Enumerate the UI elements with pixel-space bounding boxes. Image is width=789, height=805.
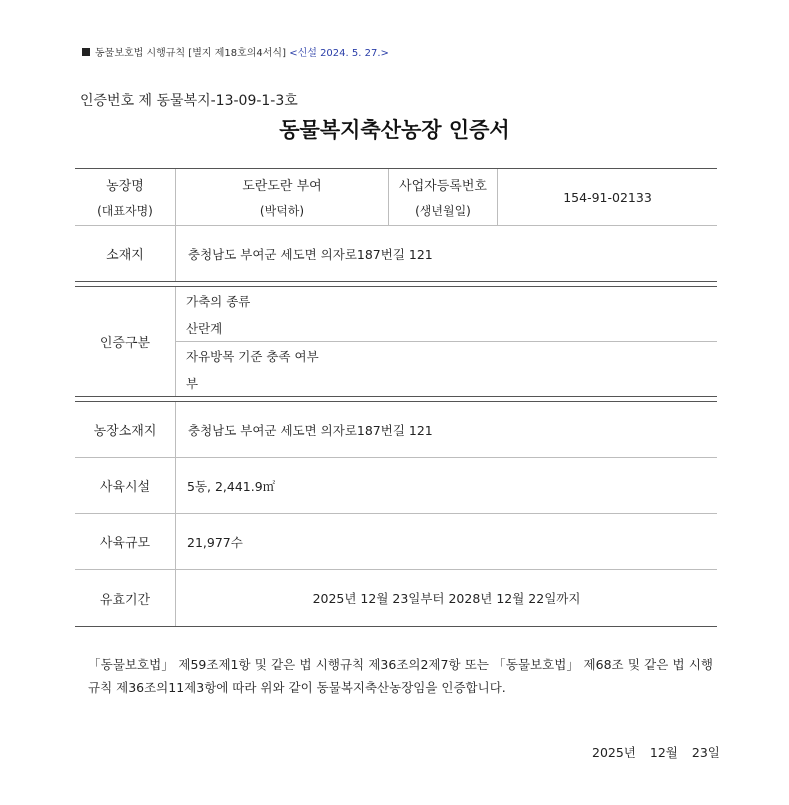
issue-month: 12월 — [649, 745, 678, 760]
representative-name: (박덕하) — [259, 204, 305, 218]
form-reference — [82, 44, 389, 59]
birth-date-label: (생년월일) — [415, 204, 471, 218]
square-bullet-icon — [82, 48, 90, 56]
livestock-type-value: 산란계 — [186, 320, 223, 336]
new-enactment-tag: <신설 2024. 5. 27.> — [289, 48, 389, 59]
free-range-label: 자유방목 기준 충족 여부 — [186, 348, 319, 364]
validity-period-value: 2025년 12월 23일부터 2028년 12월 22일까지 — [312, 591, 581, 606]
table-bottom-border — [75, 626, 717, 627]
livestock-type-cell — [186, 287, 706, 341]
scale-value: 21,977수 — [187, 534, 243, 550]
location-label: 소재지 — [106, 248, 144, 263]
business-number-label: 사업자등록번호 — [399, 179, 487, 194]
column-divider — [175, 287, 176, 396]
issue-year: 2025년 — [592, 745, 636, 760]
free-range-cell — [186, 342, 706, 396]
farm-name-value: 도란도란 부여 — [242, 179, 322, 194]
business-number-value: 154-91-02133 — [563, 189, 652, 205]
section-divider — [75, 396, 717, 397]
law-reference-text: 동물보호법 시행규칙 [별지 제18호의4서식] — [95, 48, 286, 59]
farm-name-label: 농장명 — [106, 179, 144, 194]
scale-label: 사육규모 — [99, 536, 151, 551]
farm-location-label: 농장소재지 — [93, 424, 157, 439]
location-value: 충청남도 부여군 세도면 의자로187번길 121 — [188, 246, 433, 262]
representative-label: (대표자명) — [97, 204, 153, 218]
farm-name-label-cell — [75, 169, 175, 225]
section-divider — [75, 281, 717, 282]
farm-name-value-cell — [176, 169, 388, 225]
facility-value: 5동, 2,441.9㎡ — [187, 478, 276, 494]
business-number-label-cell — [389, 169, 497, 225]
issue-date — [592, 743, 720, 761]
farm-location-value: 충청남도 부여군 세도면 의자로187번길 121 — [188, 422, 433, 438]
livestock-type-label: 가축의 종류 — [186, 293, 251, 309]
validity-label: 유효기간 — [99, 592, 151, 608]
issue-day: 23일 — [691, 745, 720, 760]
certificate-number: 인증번호 제 동물복지-13-09-1-3호 — [80, 93, 298, 109]
facility-label: 사육시설 — [99, 480, 151, 495]
page-title: 동물복지축산농장 인증서 — [279, 118, 510, 142]
free-range-value: 부 — [186, 375, 199, 391]
certification-type-label: 인증구분 — [99, 336, 151, 351]
certification-statement: 「동물보호법」 제59조제1항 및 같은 법 시행규칙 제36조의2제7항 또는 「동물보호법」 제68조 및 같은 법 시행규칙 제36조의11제3항에 따라 위와 같이 동물복지축산농장임을 인증합니다. — [88, 657, 713, 695]
